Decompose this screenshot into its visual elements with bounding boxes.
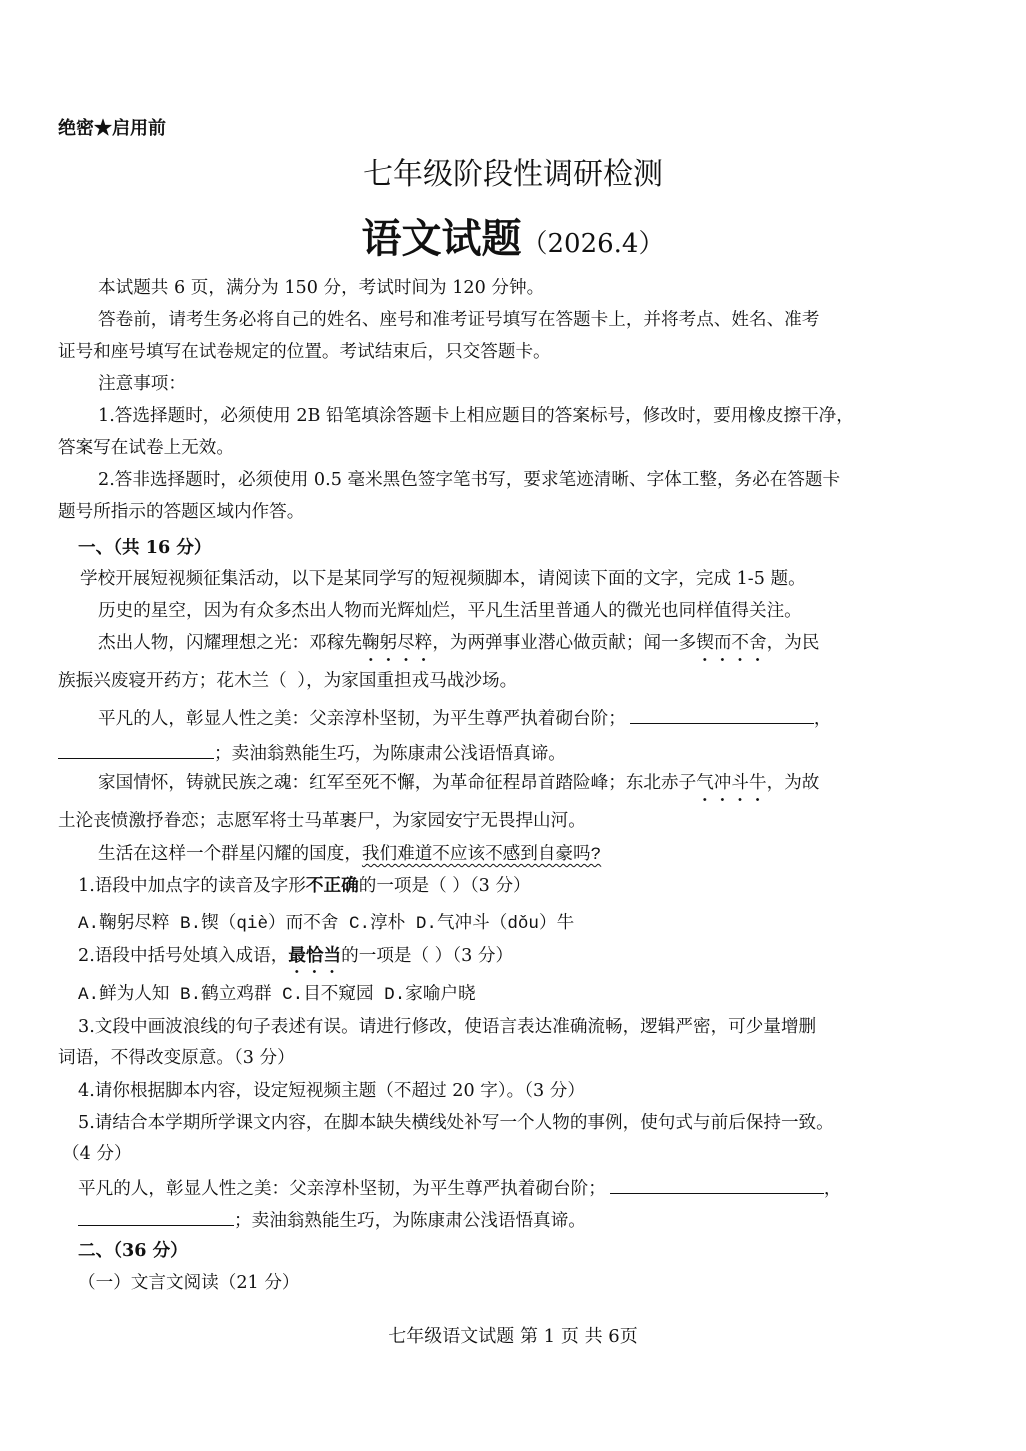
title-text: 语文试题 <box>361 215 522 262</box>
p5-wavy-sentence: 我们难道不应该不感到自豪吗? <box>361 845 602 865</box>
passage-p3-line1 <box>98 705 831 732</box>
p3-answer-blank-2[interactable] <box>58 740 214 759</box>
section-2-heading: 二、（36 分） <box>78 1240 188 1261</box>
question-4: 4.请你根据脚本内容，设定短视频主题（不超过 20 字）。（3 分） <box>78 1081 585 1101</box>
p5-text: 生活在这样一个群星闪耀的国度， <box>98 845 362 865</box>
intro-line-2b: 证号和座号填写在试卷规定的位置。考试结束后，只交答题卡。 <box>58 342 551 362</box>
confidential-label: 绝密★启用前 <box>58 118 166 139</box>
p2-dotted-2: 锲而不舍 <box>696 634 767 654</box>
intro-line-1: 本试题共 6 页，满分为 150 分，考试时间为 120 分钟。 <box>98 278 545 298</box>
section-1-heading: 一、（共 16 分） <box>78 537 212 558</box>
q5p-text-c: ；卖油翁熟能生巧，为陈康肃公浅语悟真谛。 <box>234 1211 586 1231</box>
passage-p4-line1 <box>98 772 819 796</box>
question-5b: （4 分） <box>62 1144 132 1164</box>
question-3b: 词语，不得改变原意。（3 分） <box>58 1048 295 1068</box>
passage-p2-line1 <box>98 632 819 656</box>
q1-text-b: 的一项是（ ）（3 分） <box>358 876 531 896</box>
question-1 <box>78 874 531 898</box>
q5-answer-blank-2[interactable] <box>78 1207 234 1226</box>
title-date: （2026.4） <box>521 229 665 259</box>
note-2a: 2.答非选择题时，必须使用 0.5 毫米黑色签字笔书写，要求笔迹清晰、字体工整，务必在答题卡 <box>98 470 841 490</box>
p2-text-c: ，为民 <box>766 634 820 654</box>
section-2-subheading: （一）文言文阅读（21 分） <box>78 1273 300 1293</box>
question-5-passage-line1 <box>78 1175 841 1201</box>
note-2b: 题号所指示的答题区域内作答。 <box>58 502 305 522</box>
q2-emphasis: 最恰当 <box>288 945 342 966</box>
q5p-text-a: 平凡的人，彰显人性之美：父亲淳朴坚韧，为平生尊严执着砌台阶； <box>78 1179 606 1199</box>
section-1-instruction: 学校开展短视频征集活动，以下是某同学写的短视频脚本，请阅读下面的文字，完成 1-5 题。 <box>80 569 806 589</box>
q1-text-a: 1.语段中加点字的读音及字形 <box>78 876 306 896</box>
passage-p4-line2: 土沦丧愤激抒眷恋；志愿军将士马革裹尸，为家园安宁无畏捍山河。 <box>58 812 586 832</box>
intro-line-2a: 答卷前，请考生务必将自己的姓名、座号和准考证号填写在答题卡上，并将考点、姓名、准考 <box>98 310 820 330</box>
question-2-options: A.鲜为人知 B.鹤立鸡群 C.目不窥园 D.家喻户晓 <box>78 985 476 1005</box>
p3-text-a: 平凡的人，彰显人性之美：父亲淳朴坚韧，为平生尊严执着砌台阶； <box>98 710 626 730</box>
p2-dotted-1: 鞠躬尽粹 <box>361 634 433 654</box>
note-1a: 1.答选择题时，必须使用 2B 铅笔填涂答题卡上相应题目的答案标号，修改时，要用橡皮擦干净， <box>98 406 854 426</box>
p2-text-a: 杰出人物，闪耀理想之光：邓稼先 <box>98 634 362 654</box>
passage-p3-line2 <box>58 740 566 767</box>
q5-answer-blank-1[interactable] <box>610 1175 824 1194</box>
page-footer: 七年级语文试题 第 1 页 共 6页 <box>388 1326 638 1347</box>
p4-text-a: 家国情怀，铸就民族之魂：红军至死不懈，为革命征程昂首踏险峰；东北赤子 <box>98 774 697 794</box>
passage-p5 <box>98 843 601 867</box>
p2-text-b: ，为两弹事业潜心做贡献；闻一多 <box>432 634 697 654</box>
q5p-comma: ， <box>823 1179 842 1199</box>
passage-p2-line2: 族振兴废寝开药方；花木兰（ ），为家国重担戎马战沙场。 <box>58 672 518 692</box>
question-5a: 5.请结合本学期所学课文内容，在脚本缺失横线处补写一个人物的事例，使句式与前后保持一致。 <box>78 1113 834 1133</box>
q1-emphasis: 不正确 <box>305 875 359 896</box>
question-3a: 3.文段中画波浪线的句子表述有误。请进行修改，使语言表达准确流畅，逻辑严密，可少量增删 <box>78 1017 817 1037</box>
exam-subtitle: 七年级阶段性调研检测 <box>363 157 663 192</box>
notes-label: 注意事项： <box>98 374 186 394</box>
p3-answer-blank-1[interactable] <box>630 705 814 724</box>
q2-text-b: 的一项是（ ）（3 分） <box>341 946 514 966</box>
p3-text-c: ；卖油翁熟能生巧，为陈康肃公浅语悟真谛。 <box>214 745 566 765</box>
p4-dotted: 气冲斗牛 <box>696 774 767 794</box>
question-2 <box>78 944 513 968</box>
passage-p1: 历史的星空，因为有众多杰出人物而光辉灿烂，平凡生活里普通人的微光也同样值得关注。 <box>98 602 802 622</box>
question-5-passage-line2 <box>78 1207 586 1233</box>
exam-title <box>0 213 1026 273</box>
p3-comma: ， <box>813 710 832 730</box>
q2-text-a: 2.语段中括号处填入成语， <box>78 946 289 966</box>
question-1-options: A.鞠躬尽粹 B.锲（qiè）而不舍 C.淳朴 D.气冲斗（dǒu）牛 <box>78 914 575 934</box>
note-1b: 答案写在试卷上无效。 <box>58 438 234 458</box>
p4-text-b: ，为故 <box>766 774 820 794</box>
